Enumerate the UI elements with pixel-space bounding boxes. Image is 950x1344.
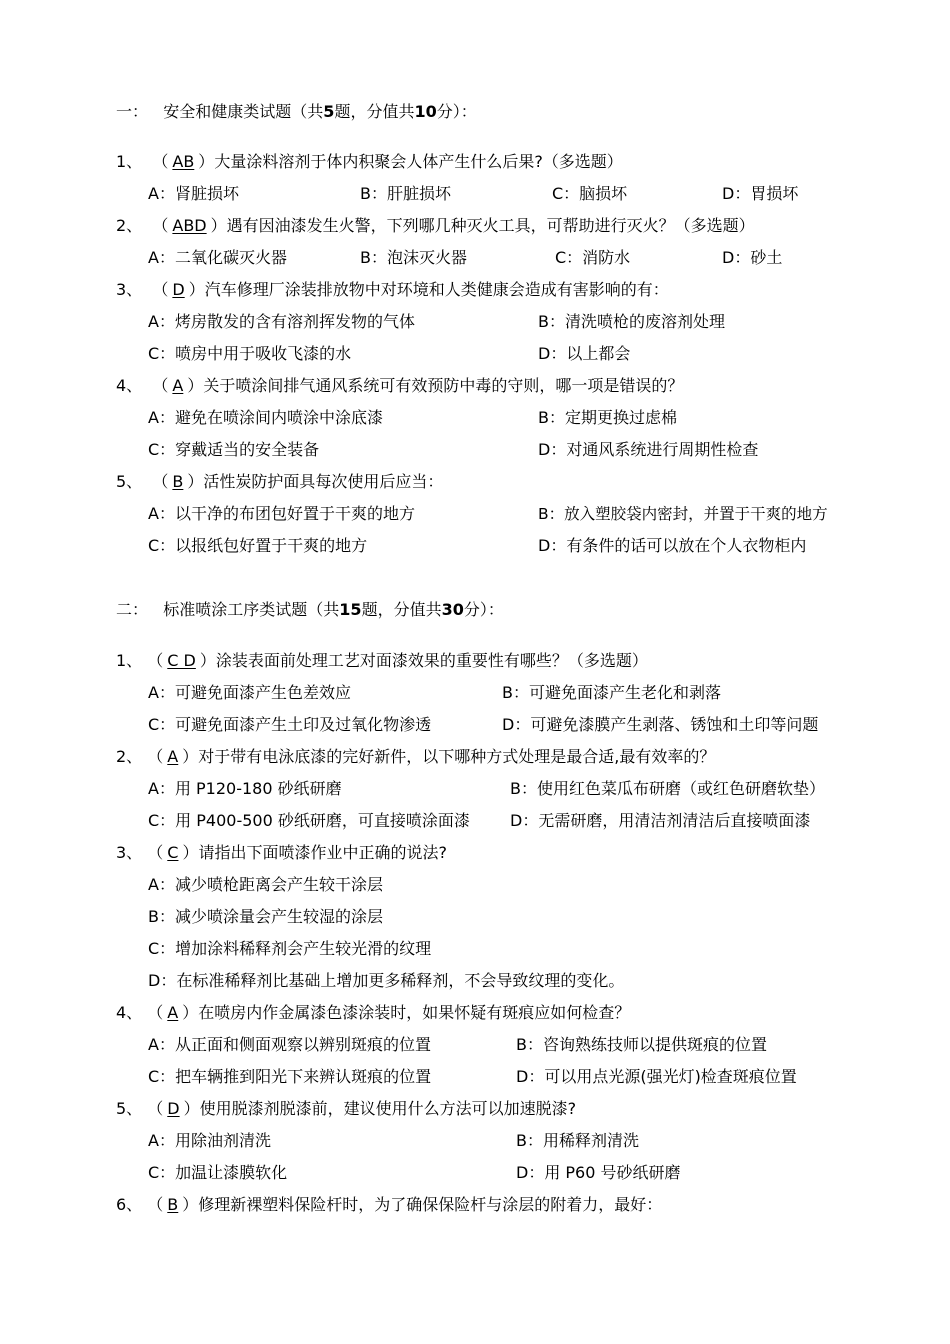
- question-text: 在喷房内作金属漆色漆涂装时，如果怀疑有斑痕应如何检查？: [198, 1003, 631, 1022]
- question-number: 1、: [116, 152, 143, 171]
- option-c: C：穿戴适当的安全装备: [148, 440, 320, 459]
- question-1-4: 4、 （ A ）关于喷涂间排气通风系统可有效预防中毒的守则，哪一项是错误的？: [116, 376, 684, 395]
- option-b: B：定期更换过虑棉: [538, 408, 677, 427]
- option-b: B：可避免面漆产生老化和剥落: [502, 683, 721, 702]
- option-a: A：避免在喷涂间内喷涂中涂底漆: [148, 408, 383, 427]
- section-score: 30: [441, 600, 464, 619]
- question-2-2: 2、 （ A ）对于带有电泳底漆的完好新件，以下哪种方式处理是最合适,最有效率的？: [116, 747, 716, 766]
- option-a: A：二氧化碳灭火器: [148, 248, 287, 267]
- question-2-3: 3、 （ C ）请指出下面喷漆作业中正确的说法?: [116, 843, 447, 862]
- answer-blank: C D: [167, 651, 196, 670]
- question-2-5: 5、 （ D ）使用脱漆剂脱漆前，建议使用什么方法可以加速脱漆?: [116, 1099, 577, 1118]
- option-d: D：有条件的话可以放在个人衣物柜内: [538, 536, 807, 555]
- option-b: B：肝脏损坏: [360, 184, 451, 203]
- option-b: B：减少喷涂量会产生较湿的涂层: [148, 907, 383, 926]
- option-d: D：胃损坏: [722, 184, 799, 203]
- question-number: 2、: [116, 216, 143, 235]
- question-text: 请指出下面喷漆作业中正确的说法?: [198, 843, 447, 862]
- option-c: C：增加涂料稀释剂会产生较光滑的纹理: [148, 939, 432, 958]
- option-a: A：肾脏损坏: [148, 184, 239, 203]
- question-1-2: 2、 （ ABD ）遇有因油漆发生火警，下列哪几种灭火工具，可帮助进行灭火？（多选题）: [116, 216, 755, 235]
- option-b: B：使用红色菜瓜布研磨（或红色研磨软垫）: [510, 779, 825, 798]
- answer-blank: B: [172, 472, 184, 491]
- option-a: A：烤房散发的含有溶剂挥发物的气体: [148, 312, 415, 331]
- option-d: D：在标准稀释剂比基础上增加更多稀释剂，不会导致纹理的变化。: [148, 971, 625, 990]
- answer-blank: A: [167, 747, 179, 766]
- option-d: D：对通风系统进行周期性检查: [538, 440, 759, 459]
- section-1-title: [116, 102, 477, 122]
- question-text: 修理新裸塑料保险杆时，为了确保保险杆与涂层的附着力，最好：: [198, 1195, 663, 1214]
- option-a: A：用 P120-180 砂纸研磨: [148, 779, 342, 798]
- question-text: 遇有因油漆发生火警，下列哪几种灭火工具，可帮助进行灭火？（多选题）: [226, 216, 755, 235]
- option-b: B：咨询熟练技师以提供斑痕的位置: [516, 1035, 767, 1054]
- option-d: D：可以用点光源(强光灯)检查斑痕位置: [516, 1067, 797, 1086]
- answer-blank: A: [172, 376, 184, 395]
- question-1-3: 3、 （ D ）汽车修理厂涂装排放物中对环境和人类健康会造成有害影响的有：: [116, 280, 669, 299]
- section-title-c: 分）：: [436, 102, 477, 121]
- answer-blank: D: [172, 280, 185, 299]
- option-a: A：可避免面漆产生色差效应: [148, 683, 351, 702]
- option-d: D：无需研磨，用清洁剂清洁后直接喷面漆: [510, 811, 811, 830]
- option-c: C：以报纸包好置于干爽的地方: [148, 536, 368, 555]
- question-1-1: 1、 （ AB ）大量涂料溶剂于体内积聚会人体产生什么后果?（多选题）: [116, 152, 623, 171]
- option-b: B：清洗喷枪的废溶剂处理: [538, 312, 725, 331]
- question-number: 5、: [116, 1099, 143, 1118]
- option-c: C：喷房中用于吸收飞漆的水: [148, 344, 352, 363]
- question-text: 大量涂料溶剂于体内积聚会人体产生什么后果?（多选题）: [214, 152, 623, 171]
- section-count: 15: [339, 600, 362, 619]
- option-c: C：加温让漆膜软化: [148, 1163, 288, 1182]
- option-a: A：减少喷枪距离会产生较干涂层: [148, 875, 383, 894]
- option-c: C：脑损坏: [552, 184, 628, 203]
- question-text: 关于喷涂间排气通风系统可有效预防中毒的守则，哪一项是错误的？: [203, 376, 684, 395]
- section-title-a: 标准喷涂工序类试题（共: [163, 600, 340, 619]
- answer-blank: B: [167, 1195, 179, 1214]
- section-count: 5: [323, 102, 335, 121]
- question-1-5: 5、 （ B ）活性炭防护面具每次使用后应当：: [116, 472, 444, 491]
- question-text: 活性炭防护面具每次使用后应当：: [203, 472, 444, 491]
- option-a: A：以干净的布团包好置于干爽的地方: [148, 504, 415, 523]
- question-number: 4、: [116, 1003, 143, 1022]
- option-c: C：消防水: [555, 248, 631, 267]
- question-number: 4、: [116, 376, 143, 395]
- option-a: A：从正面和侧面观察以辨别斑痕的位置: [148, 1035, 431, 1054]
- option-c: C：用 P400-500 砂纸研磨，可直接喷涂面漆: [148, 811, 470, 830]
- answer-blank: D: [167, 1099, 180, 1118]
- answer-blank: ABD: [172, 216, 207, 235]
- option-d: D：可避免漆膜产生剥落、锈蚀和土印等问题: [502, 715, 819, 734]
- question-text: 对于带有电泳底漆的完好新件，以下哪种方式处理是最合适,最有效率的？: [198, 747, 716, 766]
- answer-blank: AB: [172, 152, 195, 171]
- question-2-6: 6、 （ B ）修理新裸塑料保险杆时，为了确保保险杆与涂层的附着力，最好：: [116, 1195, 663, 1214]
- question-number: 1、: [116, 651, 143, 670]
- section-score: 10: [414, 102, 437, 121]
- option-a: A：用除油剂清洗: [148, 1131, 271, 1150]
- section-title-a: 安全和健康类试题（共: [163, 102, 324, 121]
- section-prefix: 二：: [116, 600, 149, 619]
- question-2-4: 4、 （ A ）在喷房内作金属漆色漆涂装时，如果怀疑有斑痕应如何检查？: [116, 1003, 631, 1022]
- section-title-b: 题，分值共: [334, 102, 415, 121]
- question-text: 汽车修理厂涂装排放物中对环境和人类健康会造成有害影响的有：: [204, 280, 669, 299]
- question-number: 3、: [116, 280, 143, 299]
- option-b: B：放入塑胶袋内密封，并置于干爽的地方: [538, 505, 828, 523]
- question-text: 涂装表面前处理工艺对面漆效果的重要性有哪些？（多选题）: [215, 651, 648, 670]
- option-c: C：把车辆推到阳光下来辨认斑痕的位置: [148, 1067, 432, 1086]
- option-b: B：用稀释剂清洗: [516, 1131, 639, 1150]
- question-number: 6、: [116, 1195, 143, 1214]
- question-text: 使用脱漆剂脱漆前，建议使用什么方法可以加速脱漆?: [199, 1099, 577, 1118]
- option-d: D：以上都会: [538, 344, 631, 363]
- section-title-c: 分）：: [463, 600, 504, 619]
- section-2-title: [116, 600, 504, 620]
- option-c: C：可避免面漆产生土印及过氧化物渗透: [148, 715, 432, 734]
- question-number: 3、: [116, 843, 143, 862]
- answer-blank: A: [167, 1003, 179, 1022]
- option-d: D：用 P60 号砂纸研磨: [516, 1163, 681, 1182]
- option-b: B：泡沫灭火器: [360, 248, 467, 267]
- section-prefix: 一：: [116, 102, 149, 121]
- option-d: D：砂土: [722, 248, 783, 267]
- section-title-b: 题，分值共: [361, 600, 442, 619]
- question-2-1: 1、 （ C D ）涂装表面前处理工艺对面漆效果的重要性有哪些？（多选题）: [116, 651, 648, 670]
- answer-blank: C: [167, 843, 179, 862]
- question-number: 5、: [116, 472, 143, 491]
- question-number: 2、: [116, 747, 143, 766]
